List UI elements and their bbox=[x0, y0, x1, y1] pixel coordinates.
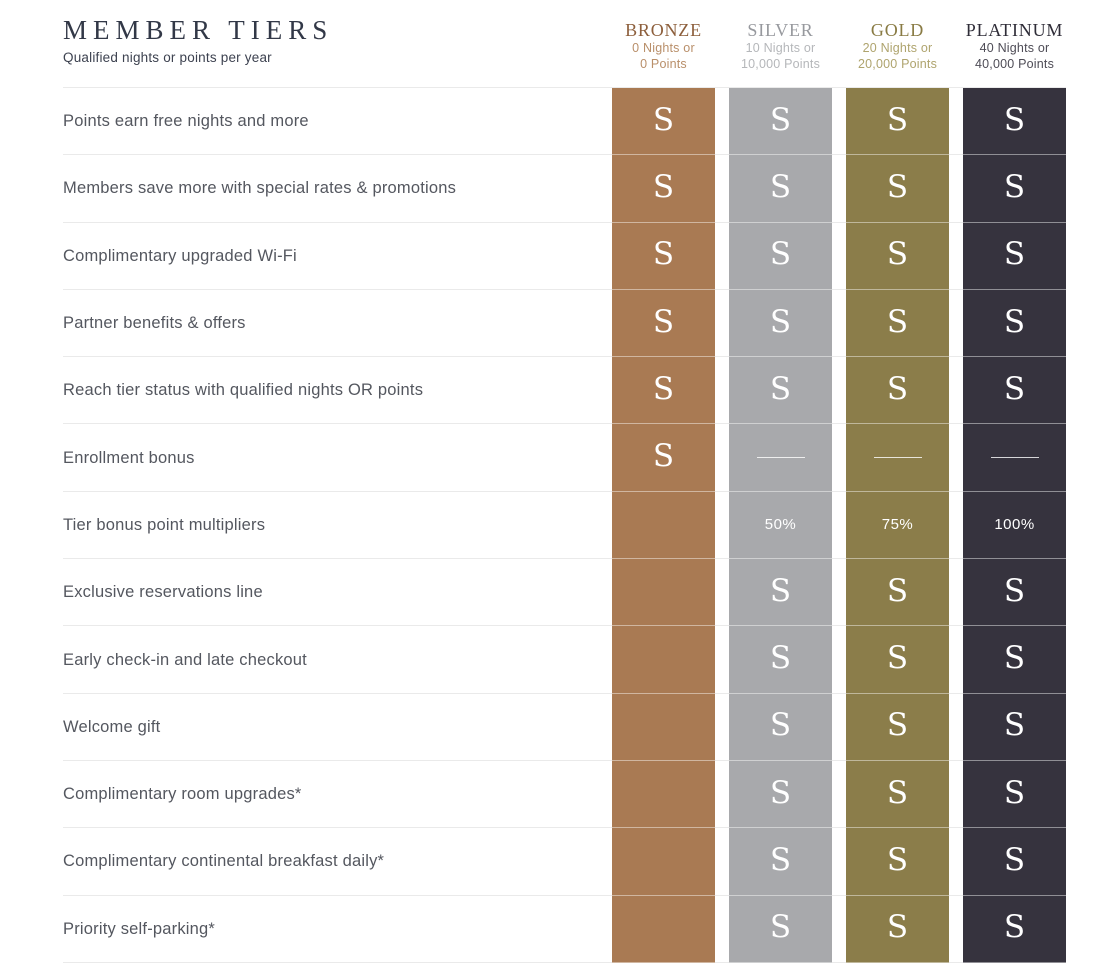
benefit-label: Early check-in and late checkout bbox=[63, 650, 307, 669]
benefit-cell-platinum bbox=[963, 626, 1066, 693]
benefit-cell-gold bbox=[846, 896, 949, 963]
brand-s-icon: S bbox=[769, 640, 792, 677]
title-block bbox=[63, 13, 598, 87]
multiplier-value: 50% bbox=[764, 516, 797, 534]
tier-header-gold bbox=[846, 13, 949, 87]
benefits-rows bbox=[63, 88, 1066, 963]
brand-s-icon: S bbox=[769, 572, 792, 609]
benefit-cell-gold bbox=[846, 290, 949, 357]
benefit-cell-silver bbox=[729, 357, 832, 424]
benefit-label: Tier bonus point multipliers bbox=[63, 515, 266, 534]
tier-header-bronze bbox=[612, 13, 715, 87]
benefit-cell-silver bbox=[729, 626, 832, 693]
benefit-cell-platinum bbox=[963, 223, 1066, 290]
benefit-cell-silver bbox=[729, 828, 832, 895]
benefit-cell-bronze bbox=[612, 828, 715, 895]
benefit-row bbox=[63, 492, 1066, 559]
benefit-cell-bronze bbox=[612, 424, 715, 491]
tier-requirement-silver-line2: 10,000 Points bbox=[740, 57, 821, 71]
benefit-row bbox=[63, 626, 1066, 693]
benefit-cell-bronze bbox=[612, 559, 715, 626]
benefit-row bbox=[63, 694, 1066, 761]
multiplier-value: 100% bbox=[994, 516, 1035, 534]
benefit-cell-gold bbox=[846, 626, 949, 693]
brand-s-icon: S bbox=[1003, 370, 1026, 407]
benefit-cell-gold bbox=[846, 694, 949, 761]
benefit-cell-bronze bbox=[612, 896, 715, 963]
brand-s-icon: S bbox=[886, 774, 909, 811]
benefit-cell-silver bbox=[729, 492, 832, 559]
tier-name-silver: SILVER bbox=[747, 20, 814, 40]
benefit-row bbox=[63, 290, 1066, 357]
benefit-cell-silver bbox=[729, 155, 832, 222]
benefit-cell-silver bbox=[729, 88, 832, 155]
benefit-cell-bronze bbox=[612, 88, 715, 155]
benefit-row bbox=[63, 155, 1066, 222]
benefit-cell-gold bbox=[846, 223, 949, 290]
benefit-label: Complimentary continental breakfast daily* bbox=[63, 852, 385, 871]
benefit-cell-silver bbox=[729, 290, 832, 357]
brand-s-icon: S bbox=[1003, 101, 1026, 138]
benefit-cell-gold bbox=[846, 559, 949, 626]
brand-s-icon: S bbox=[652, 168, 675, 205]
benefit-label: Complimentary room upgrades* bbox=[63, 785, 302, 804]
brand-s-icon: S bbox=[652, 236, 675, 273]
benefit-cell-silver bbox=[729, 694, 832, 761]
tier-name-bronze: BRONZE bbox=[625, 20, 702, 40]
multiplier-value: 75% bbox=[881, 516, 914, 534]
brand-s-icon: S bbox=[769, 101, 792, 138]
benefit-label: Complimentary upgraded Wi-Fi bbox=[63, 246, 297, 265]
brand-s-icon: S bbox=[1003, 774, 1026, 811]
brand-s-icon: S bbox=[1003, 572, 1026, 609]
benefit-cell-gold bbox=[846, 357, 949, 424]
brand-s-icon: S bbox=[769, 909, 792, 946]
tier-header-platinum bbox=[963, 13, 1066, 87]
benefit-cell-platinum bbox=[963, 290, 1066, 357]
benefit-label: Members save more with special rates & promotions bbox=[63, 179, 457, 198]
benefit-row bbox=[63, 896, 1066, 963]
brand-s-icon: S bbox=[1003, 640, 1026, 677]
tier-header-silver bbox=[729, 13, 832, 87]
benefit-row bbox=[63, 559, 1066, 626]
benefit-cell-platinum bbox=[963, 155, 1066, 222]
benefit-cell-platinum bbox=[963, 694, 1066, 761]
tier-name-gold: GOLD bbox=[870, 20, 925, 40]
brand-s-icon: S bbox=[886, 303, 909, 340]
tier-requirement-gold-line1: 20 Nights or bbox=[862, 41, 933, 55]
brand-s-icon: S bbox=[652, 101, 675, 138]
benefit-cell-gold bbox=[846, 761, 949, 828]
benefit-label: Partner benefits & offers bbox=[63, 314, 246, 333]
benefit-row bbox=[63, 88, 1066, 155]
benefit-label: Welcome gift bbox=[63, 717, 161, 736]
benefit-cell-silver bbox=[729, 223, 832, 290]
benefit-cell-bronze bbox=[612, 761, 715, 828]
brand-s-icon: S bbox=[769, 236, 792, 273]
brand-s-icon: S bbox=[886, 640, 909, 677]
brand-s-icon: S bbox=[1003, 707, 1026, 744]
benefit-cell-bronze bbox=[612, 492, 715, 559]
benefit-cell-bronze bbox=[612, 155, 715, 222]
brand-s-icon: S bbox=[1003, 841, 1026, 878]
benefit-row bbox=[63, 223, 1066, 290]
benefit-label: Enrollment bonus bbox=[63, 448, 195, 467]
benefit-cell-gold bbox=[846, 492, 949, 559]
tier-requirement-platinum-line1: 40 Nights or bbox=[979, 41, 1050, 55]
brand-s-icon: S bbox=[1003, 303, 1026, 340]
tier-requirement-gold-line2: 20,000 Points bbox=[857, 57, 938, 71]
benefit-cell-silver bbox=[729, 896, 832, 963]
benefit-label: Priority self-parking* bbox=[63, 919, 216, 938]
brand-s-icon: S bbox=[886, 101, 909, 138]
benefit-row bbox=[63, 761, 1066, 828]
brand-s-icon: S bbox=[769, 370, 792, 407]
benefit-row bbox=[63, 828, 1066, 895]
benefit-row bbox=[63, 357, 1066, 424]
benefit-cell-gold bbox=[846, 155, 949, 222]
benefit-cell-platinum bbox=[963, 492, 1066, 559]
benefit-cell-gold bbox=[846, 424, 949, 491]
benefit-cell-silver bbox=[729, 424, 832, 491]
benefit-cell-platinum bbox=[963, 896, 1066, 963]
tier-requirement-bronze-line2: 0 Points bbox=[640, 57, 687, 71]
brand-s-icon: S bbox=[652, 438, 675, 475]
member-tiers-table bbox=[63, 0, 1066, 963]
benefit-label: Reach tier status with qualified nights OR points bbox=[63, 381, 424, 400]
benefit-cell-silver bbox=[729, 761, 832, 828]
benefit-cell-platinum bbox=[963, 424, 1066, 491]
benefit-row bbox=[63, 424, 1066, 491]
benefit-cell-bronze bbox=[612, 290, 715, 357]
tier-requirement-platinum-line2: 40,000 Points bbox=[974, 57, 1055, 71]
brand-s-icon: S bbox=[886, 841, 909, 878]
not-applicable-dash-icon bbox=[991, 457, 1039, 459]
brand-s-icon: S bbox=[769, 168, 792, 205]
benefit-cell-platinum bbox=[963, 357, 1066, 424]
brand-s-icon: S bbox=[652, 370, 675, 407]
table-header bbox=[63, 0, 1066, 88]
brand-s-icon: S bbox=[769, 841, 792, 878]
brand-s-icon: S bbox=[886, 572, 909, 609]
brand-s-icon: S bbox=[886, 909, 909, 946]
benefit-cell-gold bbox=[846, 828, 949, 895]
benefit-cell-gold bbox=[846, 88, 949, 155]
benefit-cell-platinum bbox=[963, 88, 1066, 155]
benefit-cell-bronze bbox=[612, 223, 715, 290]
benefit-cell-platinum bbox=[963, 828, 1066, 895]
brand-s-icon: S bbox=[652, 303, 675, 340]
benefit-cell-bronze bbox=[612, 694, 715, 761]
tier-requirement-silver-line1: 10 Nights or bbox=[745, 41, 816, 55]
brand-s-icon: S bbox=[1003, 236, 1026, 273]
not-applicable-dash-icon bbox=[874, 457, 922, 459]
brand-s-icon: S bbox=[886, 707, 909, 744]
brand-s-icon: S bbox=[1003, 168, 1026, 205]
brand-s-icon: S bbox=[769, 774, 792, 811]
not-applicable-dash-icon bbox=[757, 457, 805, 459]
benefit-cell-platinum bbox=[963, 761, 1066, 828]
benefit-label: Exclusive reservations line bbox=[63, 583, 263, 602]
benefit-cell-silver bbox=[729, 559, 832, 626]
tier-requirement-bronze-line1: 0 Nights or bbox=[632, 41, 695, 55]
benefit-cell-platinum bbox=[963, 559, 1066, 626]
benefit-label: Points earn free nights and more bbox=[63, 112, 309, 131]
brand-s-icon: S bbox=[886, 236, 909, 273]
brand-s-icon: S bbox=[886, 370, 909, 407]
benefit-cell-bronze bbox=[612, 626, 715, 693]
page-title: MEMBER TIERS bbox=[63, 15, 334, 45]
brand-s-icon: S bbox=[769, 707, 792, 744]
brand-s-icon: S bbox=[886, 168, 909, 205]
page-subtitle: Qualified nights or points per year bbox=[63, 50, 272, 65]
brand-s-icon: S bbox=[1003, 909, 1026, 946]
brand-s-icon: S bbox=[769, 303, 792, 340]
benefit-cell-bronze bbox=[612, 357, 715, 424]
tier-name-platinum: PLATINUM bbox=[965, 20, 1064, 40]
